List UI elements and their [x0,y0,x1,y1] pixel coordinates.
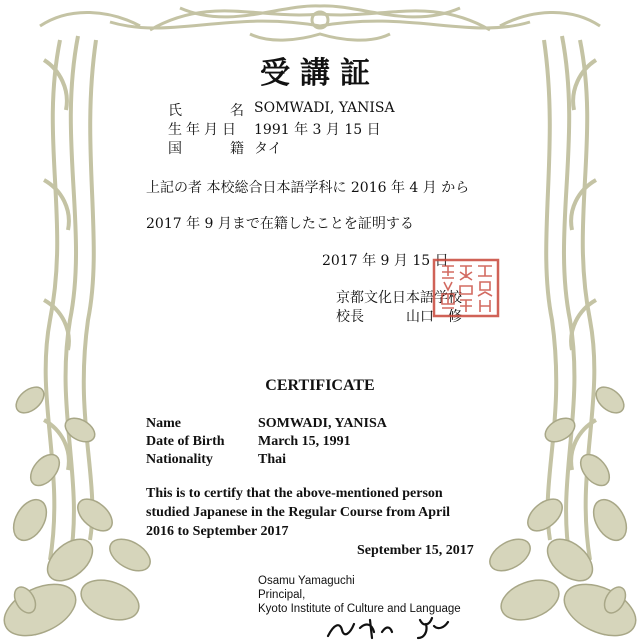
jp-name-label: 氏 名 [168,103,261,119]
border-left-leaves [0,382,156,640]
jp-dob-value: 1991 年 3 月 15 日 [254,122,381,138]
en-body-line-1: This is to certify that the above-mentioned person [146,486,443,501]
border-left-column [44,36,96,560]
jp-nationality-label: 国 籍 [168,141,261,157]
handwritten-signature [320,614,460,640]
en-body-line-2: studied Japanese in the Regular Course from April [146,505,450,520]
jp-body-line-2: 2017 年 9 月まで在籍したことを証明する [146,216,414,232]
en-body-line-3: 2016 to September 2017 [146,524,289,539]
english-title: CERTIFICATE [265,377,375,394]
en-nationality-label: Nationality [146,452,213,467]
border-right-column [544,36,596,560]
jp-body-line-1: 上記の者 本校総合日本語学科に 2016 年 4 月 から [146,180,470,196]
jp-nationality-value: タイ [254,141,282,157]
jp-name-value: SOMWADI, YANISA [254,100,395,116]
border-right-leaves [484,382,640,640]
en-issue-date: September 15, 2017 [357,543,474,558]
signer-title: Principal, [258,589,306,601]
jp-issue-date: 2017 年 9 月 15 日 [322,253,449,269]
en-nationality-value: Thai [258,452,287,467]
jp-school-name: 京都文化日本語学校 [336,290,462,306]
en-dob-value: March 15, 1991 [258,434,351,449]
en-name-label: Name [146,416,181,431]
japanese-title: 受講証 [260,56,380,91]
jp-dob-label: 生年月日 [168,122,240,138]
jp-principal: 校長 山口 修 [336,309,462,325]
signer-organization: Kyoto Institute of Culture and Language [258,603,461,615]
en-name-value: SOMWADI, YANISA [258,416,387,431]
school-seal-stamp [432,258,500,318]
en-dob-label: Date of Birth [146,434,225,449]
border-top-scroll [40,6,600,40]
signer-name: Osamu Yamaguchi [258,575,355,587]
